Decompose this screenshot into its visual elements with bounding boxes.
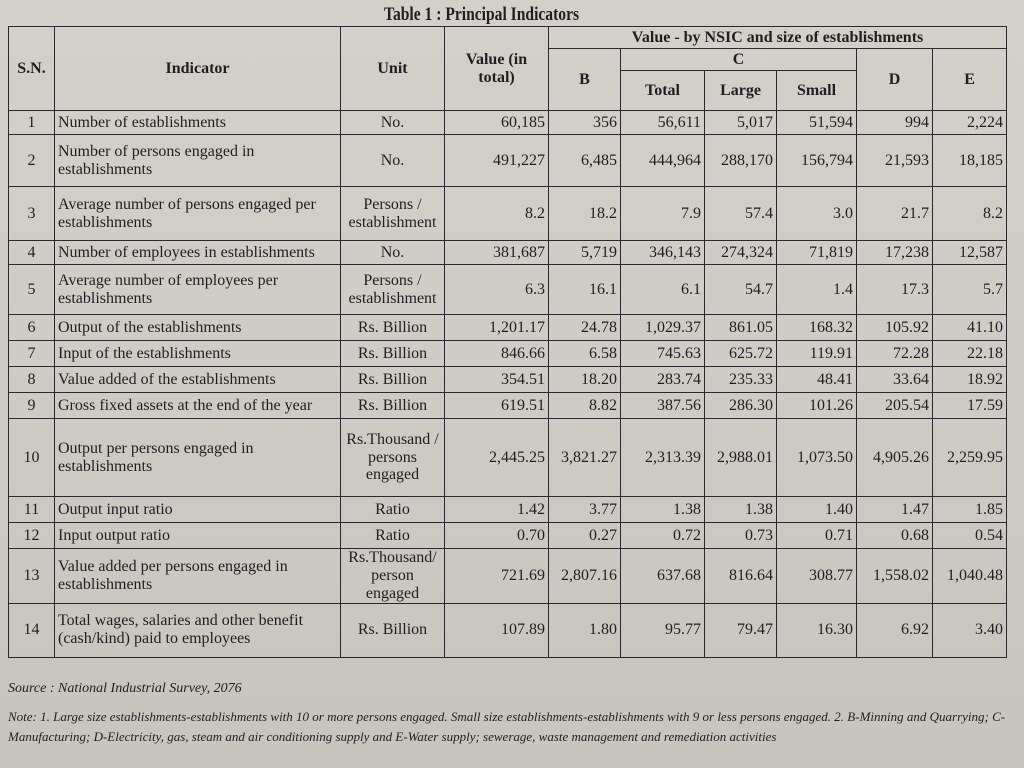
cell-e: 5.7	[933, 265, 1007, 315]
header-c: C	[621, 49, 857, 71]
cell-b: 2,807.16	[549, 549, 621, 604]
cell-d: 17,238	[857, 241, 933, 265]
table-row	[9, 187, 1007, 241]
cell-sn: 11	[9, 497, 55, 523]
cell-b: 3.77	[549, 497, 621, 523]
header-c-total: Total	[621, 71, 705, 111]
cell-unit: Rs. Billion	[341, 315, 445, 341]
cell-c-small: 1.40	[777, 497, 857, 523]
cell-total: 8.2	[445, 187, 549, 241]
cell-b: 8.82	[549, 393, 621, 419]
cell-sn: 5	[9, 265, 55, 315]
cell-c-small: 1,073.50	[777, 419, 857, 497]
cell-indicator: Average number of employees per establishments	[55, 265, 341, 315]
table-row	[9, 367, 1007, 393]
header-group: Value - by NSIC and size of establishments	[549, 27, 1007, 49]
cell-unit: Persons / establishment	[341, 265, 445, 315]
cell-c-small: 51,594	[777, 111, 857, 135]
cell-c-large: 5,017	[705, 111, 777, 135]
cell-c-large: 57.4	[705, 187, 777, 241]
cell-b: 6.58	[549, 341, 621, 367]
cell-e: 2,224	[933, 111, 1007, 135]
cell-sn: 2	[9, 135, 55, 187]
table-row	[9, 497, 1007, 523]
cell-e: 18.92	[933, 367, 1007, 393]
cell-sn: 10	[9, 419, 55, 497]
cell-c-large: 625.72	[705, 341, 777, 367]
cell-d: 1.47	[857, 497, 933, 523]
cell-c-small: 101.26	[777, 393, 857, 419]
cell-c-small: 156,794	[777, 135, 857, 187]
cell-unit: No.	[341, 241, 445, 265]
table-row	[9, 111, 1007, 135]
header-b: B	[549, 49, 621, 111]
cell-d: 0.68	[857, 523, 933, 549]
header-c-small: Small	[777, 71, 857, 111]
cell-e: 22.18	[933, 341, 1007, 367]
table-row	[9, 523, 1007, 549]
cell-e: 0.54	[933, 523, 1007, 549]
cell-c-large: 286.30	[705, 393, 777, 419]
cell-b: 16.1	[549, 265, 621, 315]
cell-sn: 1	[9, 111, 55, 135]
cell-d: 21.7	[857, 187, 933, 241]
cell-b: 1.80	[549, 603, 621, 657]
cell-c-total: 95.77	[621, 603, 705, 657]
cell-total: 846.66	[445, 341, 549, 367]
cell-sn: 9	[9, 393, 55, 419]
cell-sn: 3	[9, 187, 55, 241]
cell-c-total: 637.68	[621, 549, 705, 604]
cell-c-small: 168.32	[777, 315, 857, 341]
table-row	[9, 315, 1007, 341]
cell-total: 0.70	[445, 523, 549, 549]
cell-total: 107.89	[445, 603, 549, 657]
cell-c-large: 1.38	[705, 497, 777, 523]
header-c-large: Large	[705, 71, 777, 111]
cell-total: 381,687	[445, 241, 549, 265]
cell-unit: Rs. Billion	[341, 603, 445, 657]
cell-b: 18.2	[549, 187, 621, 241]
cell-c-total: 56,611	[621, 111, 705, 135]
cell-sn: 14	[9, 603, 55, 657]
cell-c-total: 6.1	[621, 265, 705, 315]
cell-e: 17.59	[933, 393, 1007, 419]
cell-sn: 7	[9, 341, 55, 367]
cell-c-large: 54.7	[705, 265, 777, 315]
header-sn: S.N.	[9, 27, 55, 111]
cell-indicator: Output of the establishments	[55, 315, 341, 341]
table-row	[9, 135, 1007, 187]
cell-c-small: 48.41	[777, 367, 857, 393]
cell-b: 0.27	[549, 523, 621, 549]
cell-c-large: 288,170	[705, 135, 777, 187]
cell-c-total: 0.72	[621, 523, 705, 549]
cell-unit: Rs. Billion	[341, 393, 445, 419]
cell-sn: 6	[9, 315, 55, 341]
cell-c-small: 71,819	[777, 241, 857, 265]
header-value-total: Value (in total)	[445, 27, 549, 111]
principal-indicators-table	[8, 26, 1007, 658]
footnote: Note: 1. Large size establishments-establishments with 10 or more persons engaged. Small size establishments-establishments with 9 or less persons engaged. 2. B-Minning and Quarrying; C-Manufacturing; D-Electricity, gas, steam and air conditioning supply and E-Water supply; sewerage, waste management and remediation activities	[8, 709, 1006, 744]
cell-indicator: Total wages, salaries and other benefit (cash/kind) paid to employees	[55, 603, 341, 657]
cell-indicator: Output input ratio	[55, 497, 341, 523]
cell-c-small: 119.91	[777, 341, 857, 367]
cell-c-total: 745.63	[621, 341, 705, 367]
cell-total: 60,185	[445, 111, 549, 135]
table-row	[9, 393, 1007, 419]
table-row	[9, 265, 1007, 315]
cell-total: 2,445.25	[445, 419, 549, 497]
cell-e: 12,587	[933, 241, 1007, 265]
cell-c-large: 235.33	[705, 367, 777, 393]
cell-b: 5,719	[549, 241, 621, 265]
cell-c-large: 816.64	[705, 549, 777, 604]
cell-d: 1,558.02	[857, 549, 933, 604]
cell-c-large: 79.47	[705, 603, 777, 657]
cell-c-large: 0.73	[705, 523, 777, 549]
cell-c-total: 1.38	[621, 497, 705, 523]
cell-b: 356	[549, 111, 621, 135]
cell-total: 354.51	[445, 367, 549, 393]
cell-b: 6,485	[549, 135, 621, 187]
cell-unit: Rs. Billion	[341, 341, 445, 367]
cell-indicator: Number of employees in establishments	[55, 241, 341, 265]
cell-unit: Rs. Billion	[341, 367, 445, 393]
cell-indicator: Value added of the establishments	[55, 367, 341, 393]
cell-unit: Ratio	[341, 523, 445, 549]
cell-e: 8.2	[933, 187, 1007, 241]
cell-b: 18.20	[549, 367, 621, 393]
cell-sn: 8	[9, 367, 55, 393]
cell-c-large: 274,324	[705, 241, 777, 265]
cell-total: 619.51	[445, 393, 549, 419]
cell-d: 33.64	[857, 367, 933, 393]
cell-total: 491,227	[445, 135, 549, 187]
cell-d: 994	[857, 111, 933, 135]
cell-e: 2,259.95	[933, 419, 1007, 497]
cell-sn: 12	[9, 523, 55, 549]
cell-indicator: Value added per persons engaged in establishments	[55, 549, 341, 604]
cell-e: 1,040.48	[933, 549, 1007, 604]
cell-c-total: 283.74	[621, 367, 705, 393]
cell-indicator: Average number of persons engaged per establishments	[55, 187, 341, 241]
header-e: E	[933, 49, 1007, 111]
cell-unit: Persons / establishment	[341, 187, 445, 241]
cell-c-large: 2,988.01	[705, 419, 777, 497]
table-row	[9, 419, 1007, 497]
cell-d: 17.3	[857, 265, 933, 315]
cell-indicator: Gross fixed assets at the end of the year	[55, 393, 341, 419]
cell-unit: Rs.Thousand / persons engaged	[341, 419, 445, 497]
header-indicator: Indicator	[55, 27, 341, 111]
cell-total: 1,201.17	[445, 315, 549, 341]
cell-indicator: Input of the establishments	[55, 341, 341, 367]
header-unit: Unit	[341, 27, 445, 111]
cell-sn: 13	[9, 549, 55, 604]
cell-indicator: Number of establishments	[55, 111, 341, 135]
table-row	[9, 241, 1007, 265]
cell-unit: No.	[341, 135, 445, 187]
cell-e: 18,185	[933, 135, 1007, 187]
cell-unit: Rs.Thousand/ person engaged	[341, 549, 445, 604]
cell-c-total: 7.9	[621, 187, 705, 241]
cell-b: 24.78	[549, 315, 621, 341]
header-d: D	[857, 49, 933, 111]
cell-unit: No.	[341, 111, 445, 135]
cell-b: 3,821.27	[549, 419, 621, 497]
cell-c-small: 16.30	[777, 603, 857, 657]
table-row	[9, 603, 1007, 657]
cell-unit: Ratio	[341, 497, 445, 523]
cell-c-total: 387.56	[621, 393, 705, 419]
cell-e: 41.10	[933, 315, 1007, 341]
cell-c-total: 1,029.37	[621, 315, 705, 341]
cell-total: 721.69	[445, 549, 549, 604]
cell-d: 205.54	[857, 393, 933, 419]
cell-d: 72.28	[857, 341, 933, 367]
cell-indicator: Output per persons engaged in establishments	[55, 419, 341, 497]
table-title: Table 1 : Principal Indicators	[384, 4, 580, 25]
cell-c-large: 861.05	[705, 315, 777, 341]
cell-c-total: 444,964	[621, 135, 705, 187]
cell-e: 3.40	[933, 603, 1007, 657]
table-row	[9, 549, 1007, 604]
cell-c-small: 0.71	[777, 523, 857, 549]
cell-d: 21,593	[857, 135, 933, 187]
cell-indicator: Input output ratio	[55, 523, 341, 549]
cell-sn: 4	[9, 241, 55, 265]
cell-c-small: 3.0	[777, 187, 857, 241]
cell-c-total: 346,143	[621, 241, 705, 265]
cell-c-total: 2,313.39	[621, 419, 705, 497]
cell-total: 6.3	[445, 265, 549, 315]
cell-d: 105.92	[857, 315, 933, 341]
cell-e: 1.85	[933, 497, 1007, 523]
cell-indicator: Number of persons engaged in establishments	[55, 135, 341, 187]
cell-d: 6.92	[857, 603, 933, 657]
cell-c-small: 308.77	[777, 549, 857, 604]
cell-d: 4,905.26	[857, 419, 933, 497]
cell-c-small: 1.4	[777, 265, 857, 315]
table-row	[9, 341, 1007, 367]
source-line: Source : National Industrial Survey, 2076	[8, 681, 242, 696]
cell-total: 1.42	[445, 497, 549, 523]
